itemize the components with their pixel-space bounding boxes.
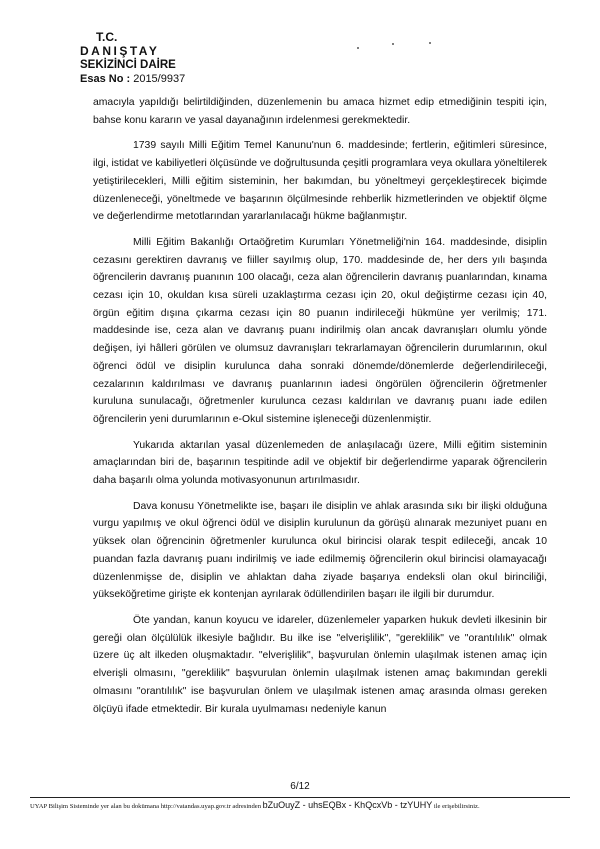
paragraph: Milli Eğitim Bakanlığı Ortaöğretim Kurumları Yönetmeliği'nin 164. maddesinde, disiplin cezasını gerektiren davranış ve fiiller sayılmış olup, 170. maddesinde de, her ders yılı başında öğrencilerin davranış puanının 100 olacağı, ceza alan öğrencilerin davranış puanlarından, kınama cezası için 10, okuldan kısa süreli uzaklaştırma cezası için 20, okul değiştirme cezası için 40, örgün eğitim dışına çıkarma cezası için 80 puanın indirileceği hükmüne yer verilmiş; 171. maddesinde ise, ceza alan ve davranış puanı indirilmiş olan ancak davranışları olumlu yönde değişen, iyi hâlleri görülen ve olumsuz davranışları tekrarlamayan öğrencilerin durumlarının, okul öğrenci ödül ve disiplin kurulunca daha sonraki dönemde/dönemlerde değerlendirileceği, cezalarının kaldırılması ve davranış puanlarının iadesi öngörülen öğrencilerin öğretmenler kuruluna sunulacağı, öğretmenler kurulunca cezası kaldırılan ve davranış puanı iade edilen öğrencilerin yeni durumlarının e-Okul sistemine işleneceği düzenlenmiştir. (93, 236, 547, 425)
footer-verification-code: bZuOuyZ - uhsEQBx - KhQcxVb - tzYUHY (262, 800, 433, 810)
footer-text: UYAP Bilişim Sisteminde yer alan bu dokümana http://vatandas.uyap.gov.tr adresinden (30, 803, 261, 810)
footer-suffix: ile erişebilirsiniz. (433, 803, 480, 810)
footer (30, 800, 570, 810)
paragraph: Dava konusu Yönetmelikte ise, başarı ile disiplin ve ahlak arasında sıkı bir ilişki olduğuna vurgu yapılmış ve okul öğrenci ödül ve disiplin kurulunun da görüşü alınarak mezuniyet puanı en yüksek olan öğrencinin öğretmenler kurulunca okul birincisi olarak tespit edileceği, ancak 10 puandan fazla davranış puanı indirilmiş ve iade edilmemiş öğrencilerin okul birincisi olamayacağı düzenlenmişse de, disiplin ve ahlaktan daha ziyade başarıya endeksli olan okul birinciliği, yükseköğretime girişte ek kontenjan ayrılarak ödüllendirilen başarı ile ilgili bir durumdur. (93, 500, 547, 601)
case-number-value: 2015/9937 (133, 73, 186, 85)
header-tc: T.C. (96, 30, 118, 44)
paragraph: 1739 sayılı Milli Eğitim Temel Kanunu'nun 6. maddesinde; fertlerin, eğitimleri süresince, ilgi, istidat ve kabiliyetleri ölçüsünde ve doğrultusunda çeşitli programlara veya okullara yöneltilerek yetiştirilecekleri, Milli eğitim sisteminin, her bakımdan, bu yöneltmeyi gerçekleştirecek biçimde düzenleneceği, yöneltmede ve başarının ölçülmesinde rehberlik hizmetlerinden ve objektif ölçme ve değerlendirme metotlarından yararlanılacağı hükme bağlanmıştır. (93, 140, 547, 223)
header-court-name: DANIŞTAY (80, 44, 160, 58)
page-number: 6/12 (290, 781, 310, 792)
footer-divider (30, 797, 570, 798)
header-chamber: SEKİZİNCİ DAİRE (80, 59, 176, 71)
scan-speck (357, 47, 359, 49)
paragraph: Yukarıda aktarılan yasal düzenlemeden de anlaşılacağı üzere, Milli eğitim sisteminin amaçlarından biri de, başarının tespitinde adil ve objektif bir değerlendirme yaparak öğrencilerin daha başarılı olma yolunda motivasyonunun artırılmasıdır. (93, 439, 547, 487)
header-case-number (80, 72, 185, 86)
scan-speck (429, 42, 431, 44)
paragraph: Öte yandan, kanun koyucu ve idareler, düzenlemeler yaparken hukuk devleti ilkesinin bir gereği olan ölçülülük ilkesiyle bağlıdır. Bu ilke ise "elverişlilik", "gereklilik" ve "orantılılık" olmak üzere üç alt ilkeden oluşmaktadır. "elverişlilik", başvurulan önlemin ulaşılmak istenen amaç için elverişli olmasını, "gereklilik" başvurulan önlemin ulaşılmak istenen amaç bakımından gerekli olmasını "orantılılık" ise başvurulan önlem ve ulaşılmak istenen amaç arasında olması gereken ölçüyü ifade etmektedir. Bir kurala uyulmaması nedeniyle kanun (93, 614, 547, 715)
scan-speck (392, 43, 394, 45)
document-header (80, 30, 185, 86)
paragraph: amacıyla yapıldığı belirtildiğinden, düzenlemenin bu amaca hizmet edip etmediğinin tespiti için, bahse konu kararın ve yasal dayanağının irdelenmesi gerekmektedir. (93, 97, 547, 126)
document-body (93, 94, 547, 726)
case-number-label: Esas No : (80, 73, 131, 85)
